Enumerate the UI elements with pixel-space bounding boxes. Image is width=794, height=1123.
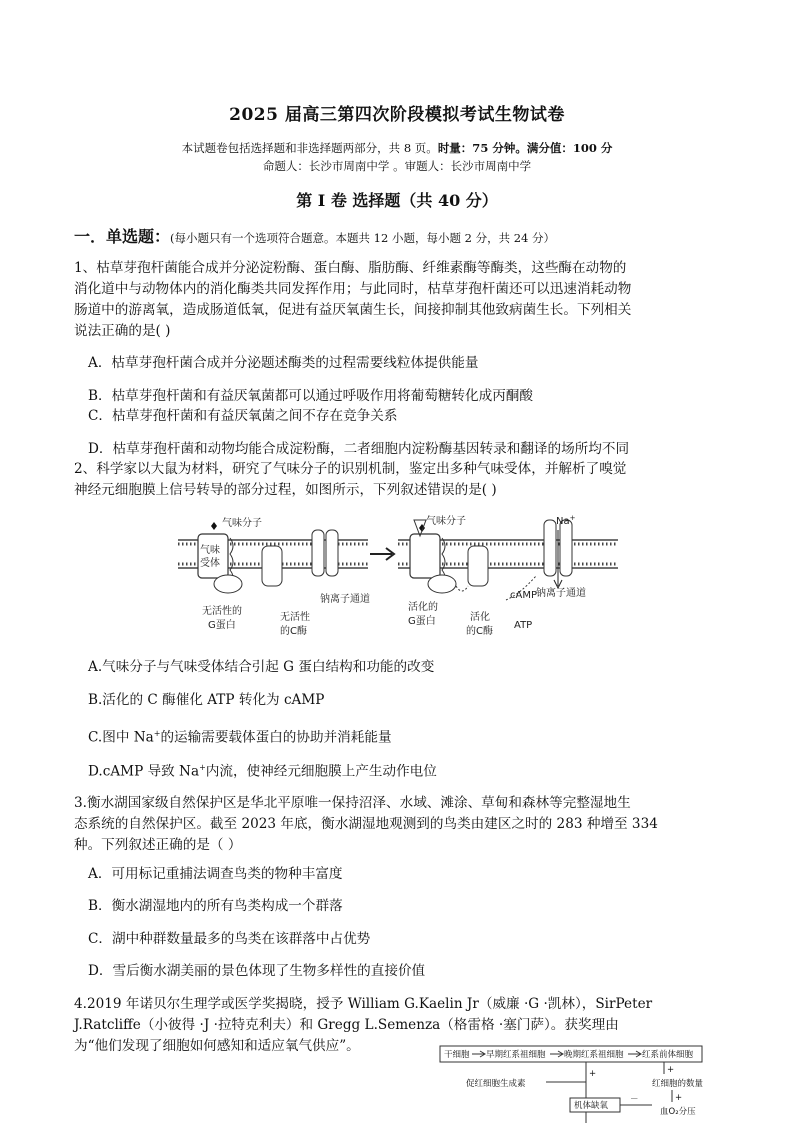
q2-option-a xyxy=(88,657,728,678)
q3-stem-line2: 态系统的自然保护区。截至 2023 年底，衡水湖湿地观测到的鸟类由建区之时的 283 种增至 334 xyxy=(74,816,658,832)
flow-blood-o2: 血O₂分压 xyxy=(660,1107,696,1117)
flow-late-progenitor: 晚期红系祖细胞 xyxy=(564,1050,624,1060)
q2-option-d-sup: + xyxy=(199,763,206,772)
q2-option-b xyxy=(88,690,728,711)
q4-stem-line3: 为“他们发现了细胞如何感知和适应氧气供应”。 xyxy=(74,1038,360,1054)
exam-info-line xyxy=(0,140,794,156)
q1-option-c: C．枯草芽孢杆菌和有益厌氧菌之间不存在竞争关系 xyxy=(88,408,398,424)
q4-stem-line2: J.Ratcliffe（小彼得 ·J ·拉特克利夫）和 Gregg L.Semenza（格雷格 ·塞门萨）。获奖理由 xyxy=(74,1017,619,1033)
label-na-channel-2: 钠离子通道 xyxy=(536,588,586,599)
odor-molecule-icon xyxy=(211,522,217,530)
label-odor-molecule-2: 气味分子 xyxy=(426,516,466,527)
label-odor-receptor-2: 受体 xyxy=(200,558,220,569)
exam-title: 2025 届高三第四次阶段模拟考试生物试卷 xyxy=(229,105,565,125)
part-heading xyxy=(74,224,555,247)
flow-stem-cell: 干细胞 xyxy=(444,1050,470,1060)
q2-option-c-post: 的运输需要载体蛋白的协助并消耗能量 xyxy=(160,729,392,746)
flow-epo: 促红细胞生成素 xyxy=(466,1079,526,1089)
q2-option-c xyxy=(88,723,728,749)
q2-option-c-sup: + xyxy=(153,729,161,738)
q3-option-d: D．雪后衡水湖美丽的景色体现了生物多样性的直接价值 xyxy=(88,963,426,979)
c-enzyme-active xyxy=(468,546,488,586)
part-note: (每小题只有一个选项符合题意。本题共 12 小题，每小题 2 分，共 24 分） xyxy=(170,231,556,245)
label-camp: cAMP xyxy=(510,590,537,601)
label-na-ion xyxy=(556,514,576,527)
q3-option-a: A．可用标记重捕法调查鸟类的物种丰富度 xyxy=(88,866,343,882)
part-label: 一．单选题： xyxy=(74,227,171,246)
label-active-g-1: 活化的 xyxy=(408,602,438,613)
flow-line-epo xyxy=(546,1062,586,1082)
exam-authors: 命题人：长沙市周南中学 。审题人：长沙市周南中学 xyxy=(262,159,532,173)
c-enzyme-inactive xyxy=(262,546,282,586)
q2-option-d-pre: D.cAMP 导致 Na xyxy=(88,763,200,780)
exam-info-text: 本试题卷包括选择题和非选择题两部分，共 8 页。 xyxy=(181,141,438,155)
q1-option-a: A．枯草芽孢杆菌合成并分泌题述酶类的过程需要线粒体提供能量 xyxy=(88,355,479,371)
label-inactive-c-1: 无活性 xyxy=(280,612,310,623)
na-channel-left-a xyxy=(312,530,324,576)
na-channel-right-b xyxy=(560,520,572,576)
odor-receptor-left xyxy=(198,534,228,578)
g-protein-inactive xyxy=(214,575,242,593)
flow-early-progenitor: 早期红系祖细胞 xyxy=(486,1050,546,1060)
q1-stem-line4: 说法正确的是( ) xyxy=(74,323,171,339)
q3-option-c: C．湖中种群数量最多的鸟类在该群落中占优势 xyxy=(88,931,371,947)
g-protein-active xyxy=(428,575,456,593)
q2-option-a-text: A.气味分子与气味受体结合引起 G 蛋白结构和功能的改变 xyxy=(88,659,435,675)
q2-option-d-post: 内流，使神经元细胞膜上产生动作电位 xyxy=(205,763,437,780)
label-na-channel: 钠离子通道 xyxy=(320,594,370,605)
flow-rbc-count: 红细胞的数量 xyxy=(652,1079,704,1089)
odor-receptor-right xyxy=(410,534,440,578)
q1-option-b: B．枯草芽孢杆菌和有益厌氧菌都可以通过呼吸作用将葡萄糖转化成丙酮酸 xyxy=(88,388,533,404)
q2-stem-line1: 2、科学家以大鼠为材料，研究了气味分子的识别机制，鉴定出多种气味受体，并解析了嗅觉 xyxy=(74,461,627,477)
q2-option-d xyxy=(88,757,728,783)
olfactory-signal-diagram xyxy=(170,510,630,646)
label-odor-receptor-1: 气味 xyxy=(200,545,220,556)
erythropoiesis-flow-diagram xyxy=(438,1044,756,1123)
na-channel-left-b xyxy=(326,530,338,576)
q2-stem-line2: 神经元细胞膜上信号转导的部分过程，如图所示，下列叙述错误的是( ) xyxy=(74,482,497,498)
q4-stem-line1: 4.2019 年诺贝尔生理学或医学奖揭晓，授予 William G.Kaelin Jr（威廉 ·G ·凯林），SirPeter xyxy=(74,996,653,1012)
flow-plus-2: + xyxy=(667,1065,675,1075)
flow-minus: － xyxy=(630,1095,639,1105)
section-title: 第 I 卷 选择题（共 40 分） xyxy=(296,191,498,210)
q1-stem-line3: 肠道中的游离氧，造成肠道低氧，促进有益厌氧菌生长，间接抑制其他致病菌生长。下列相关 xyxy=(74,302,632,318)
na-channel-right-a xyxy=(544,520,556,576)
transition-arrow xyxy=(370,548,394,560)
flow-plus-1: + xyxy=(589,1069,597,1079)
q3-stem-line3: 种。下列叙述正确的是（ ） xyxy=(74,837,242,853)
label-inactive-c-2: 的C酶 xyxy=(280,626,307,637)
label-odor-molecule: 气味分子 xyxy=(222,518,262,529)
flow-hypoxia: 机体缺氧 xyxy=(574,1101,609,1111)
label-active-c-1: 活化 xyxy=(470,612,490,623)
label-atp: ATP xyxy=(514,620,533,631)
label-na-ion-charge: + xyxy=(569,514,576,522)
label-inactive-g-2: G蛋白 xyxy=(208,620,236,631)
q1-option-d: D．枯草芽孢杆菌和动物均能合成淀粉酶，二者细胞内淀粉酶基因转录和翻译的场所均不同 xyxy=(88,441,630,457)
flow-plus-3: + xyxy=(675,1093,683,1103)
q1-stem-line1: 1、枯草芽孢杆菌能合成并分泌淀粉酶、蛋白酶、脂肪酶、纤维素酶等酶类，这些酶在动物的 xyxy=(74,260,627,276)
label-active-c-2: 的C酶 xyxy=(466,626,493,637)
q3-stem-line1: 3.衡水湖国家级自然保护区是华北平原唯一保持沼泽、水域、滩涂、草甸和森林等完整湿地生 xyxy=(74,795,631,811)
exam-time-score: 时量：75 分钟。满分值：100 分 xyxy=(437,141,613,155)
label-na-ion-text: Na xyxy=(556,516,570,527)
q2-option-c-pre: C.图中 Na xyxy=(88,729,154,746)
q1-stem-line2: 消化道中与动物体内的消化酶类共同发挥作用；与此同时，枯草芽孢杆菌还可以迅速消耗动物 xyxy=(74,281,632,297)
label-inactive-g-1: 无活性的 xyxy=(202,606,242,617)
flow-precursor: 红系前体细胞 xyxy=(642,1050,694,1060)
activation-arrow xyxy=(456,586,468,591)
label-active-g-2: G蛋白 xyxy=(408,616,436,627)
q2-option-b-text: B.活化的 C 酶催化 ATP 转化为 cAMP xyxy=(88,692,325,708)
q3-option-b: B．衡水湖湿地内的所有鸟类构成一个群落 xyxy=(88,898,343,914)
